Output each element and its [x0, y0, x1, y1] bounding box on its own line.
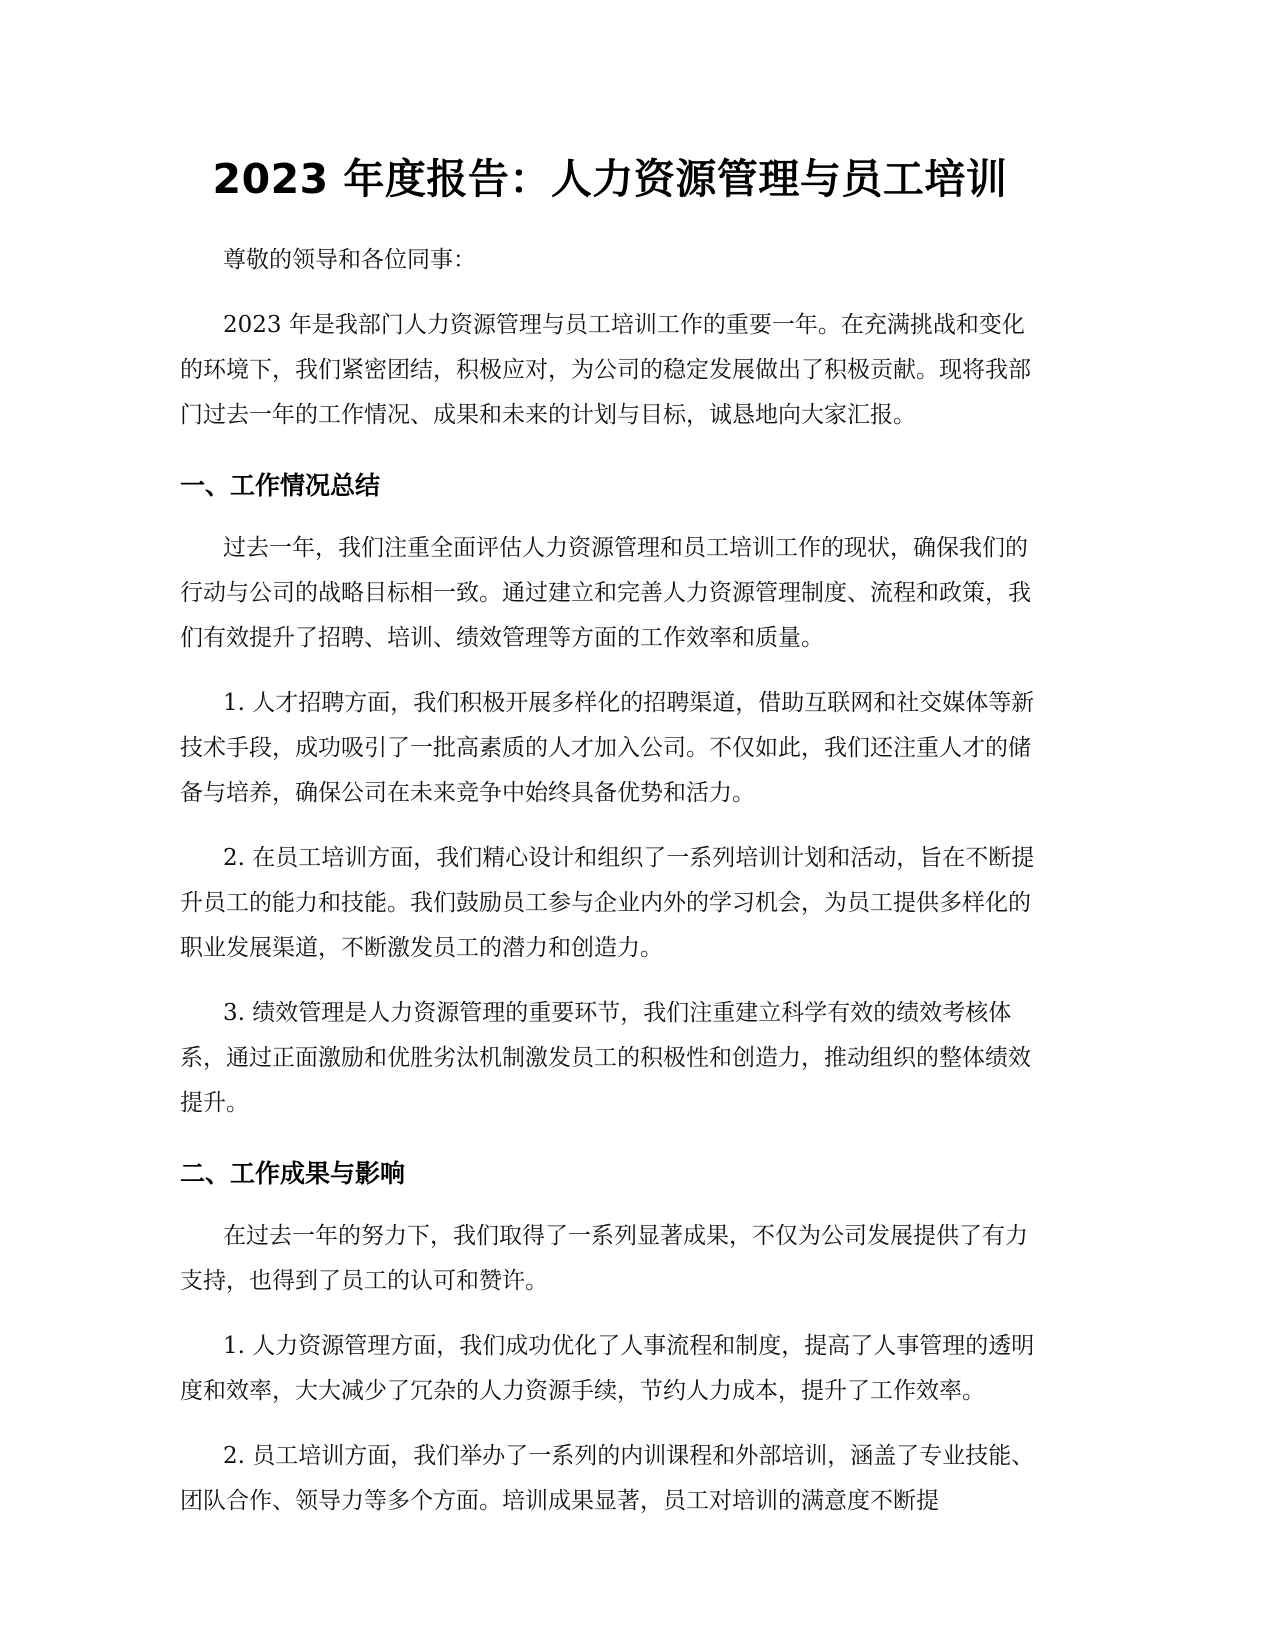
paragraph: 过去一年，我们注重全面评估人力资源管理和员工培训工作的现状，确保我们的行动与公司的战略目标相一致。通过建立和完善人力资源管理制度、流程和政策，我们有效提升了招聘、培训、绩效管理等方面的工作效率和质量。 — [180, 535, 1031, 651]
list-item-training: 2. 在员工培训方面，我们精心设计和组织了一系列培训计划和活动，旨在不断提升员工的能力和技能。我们鼓励员工参与企业内外的学习机会，为员工提供多样化的职业发展渠道，不断激发员工的潜力和创造力。 — [180, 845, 1035, 961]
paragraph: 在过去一年的努力下，我们取得了一系列显著成果，不仅为公司发展提供了有力支持，也得到了员工的认可和赞许。 — [180, 1223, 1028, 1294]
document-page — [180, 0, 1040, 1524]
document-title: 2023 年度报告：人力资源管理与员工培训 — [212, 155, 1008, 203]
list-item-hr-management: 1. 人力资源管理方面，我们成功优化了人事流程和制度，提高了人事管理的透明度和效率，大大减少了冗杂的人力资源手续，节约人力成本，提升了工作效率。 — [180, 1333, 1035, 1404]
intro-paragraph: 2023 年是我部门人力资源管理与员工培训工作的重要一年。在充满挑战和变化的环境下，我们紧密团结，积极应对，为公司的稳定发展做出了积极贡献。现将我部门过去一年的工作情况、成果和未来的计划与目标，诚恳地向大家汇报。 — [180, 312, 1031, 428]
section-heading-work-summary: 一、工作情况总结 — [180, 471, 381, 500]
list-item-performance: 3. 绩效管理是人力资源管理的重要环节，我们注重建立科学有效的绩效考核体系，通过正面激励和优胜劣汰机制激发员工的积极性和创造力，推动组织的整体绩效提升。 — [180, 1000, 1031, 1116]
list-item-recruitment: 1. 人才招聘方面，我们积极开展多样化的招聘渠道，借助互联网和社交媒体等新技术手段，成功吸引了一批高素质的人才加入公司。不仅如此，我们还注重人才的储备与培养，确保公司在未来竞争中始终具备优势和活力。 — [180, 690, 1035, 806]
section-heading-results: 二、工作成果与影响 — [180, 1159, 406, 1188]
greeting: 尊敬的领导和各位同事： — [223, 247, 476, 273]
list-item-employee-training: 2. 员工培训方面，我们举办了一系列的内训课程和外部培训，涵盖了专业技能、团队合作、领导力等多个方面。培训成果显著，员工对培训的满意度不断提 — [180, 1443, 1035, 1514]
